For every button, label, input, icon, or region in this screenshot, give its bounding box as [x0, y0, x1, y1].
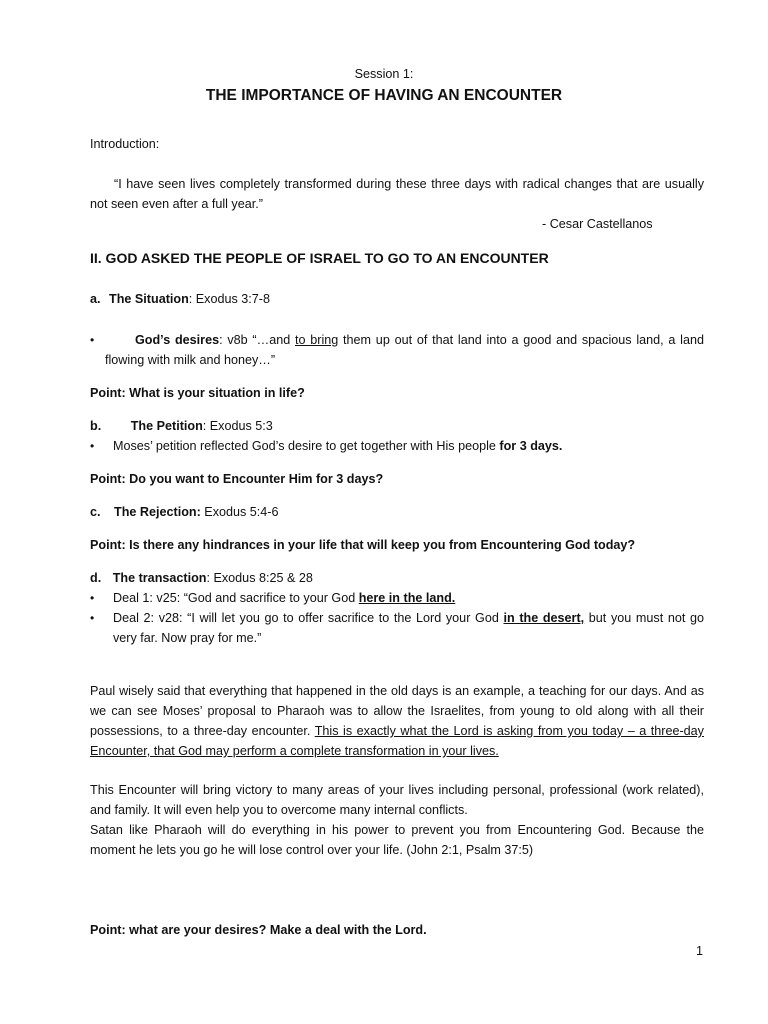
bullet-glyph: •	[90, 611, 95, 625]
bullet-glyph: •	[90, 333, 95, 347]
item-a-bullet	[105, 330, 704, 370]
item-d-title: The transaction	[112, 571, 207, 585]
paragraph-satan: Satan like Pharaoh will do everything in his power to prevent you from Encountering God. Because the moment he lets you go he will lose control over your life. (John 2:1, Psalm 37:5)	[90, 823, 704, 857]
page-title: THE IMPORTANCE OF HAVING AN ENCOUNTER	[205, 87, 563, 104]
item-b-bullet-bold: for 3 days.	[499, 439, 563, 453]
item-b-marker: b.	[90, 419, 102, 433]
item-c-ref: Exodus 5:4-6	[200, 505, 279, 519]
item-b-bullet	[113, 436, 704, 456]
deal-2-text-2: but you must not go very far. Now pray for me.”	[113, 611, 704, 645]
item-d-ref: : Exodus 8:25 & 28	[206, 571, 313, 585]
deal-1-bold: here in the land.	[358, 591, 456, 605]
deal-2-text-1: Deal 2: v28: “I will let you go to offer sacrifice to the Lord your God	[113, 611, 504, 625]
gods-desires-label: God’s desires	[135, 333, 220, 347]
item-d-marker: d.	[90, 571, 102, 585]
point-desires: Point: what are your desires? Make a deal with the Lord.	[90, 923, 427, 937]
session-label: Session 1:	[354, 67, 414, 81]
page-number: 1	[696, 944, 704, 958]
item-a-ref: : Exodus 3:7-8	[188, 292, 270, 306]
item-a	[90, 289, 270, 309]
item-b-title: The Petition	[130, 419, 203, 433]
to-bring-underlined: to bring	[295, 333, 339, 347]
item-c-title: The Rejection:	[114, 505, 201, 519]
paragraph-victory: This Encounter will bring victory to many areas of your lives including personal, professional (work related), and family. It will even help you to overcome many internal conflicts.	[90, 783, 704, 817]
paragraph-paul-underlined: This is exactly what the Lord is asking from you today – a three-day Encounter, that God may perform a complete transformation in your lives.	[90, 724, 704, 758]
item-a-marker: a.	[90, 292, 101, 306]
item-b	[90, 416, 273, 436]
intro-label: Introduction:	[90, 137, 160, 151]
bullet-glyph: •	[90, 439, 95, 453]
section-heading: II. GOD ASKED THE PEOPLE OF ISRAEL TO GO TO AN ENCOUNTER	[90, 250, 549, 266]
paragraph-paul-text: Paul wisely said that everything that happened in the old days is an example, a teaching for our days. And as we can see Moses’ proposal to Pharaoh was to allow the Israelites, from young to old along with all their possessions, to a three-day encounter.	[90, 684, 704, 738]
item-a-bullet-text-1: : v8b “…and	[219, 333, 295, 347]
item-c	[90, 502, 279, 522]
paragraph-paul	[90, 681, 704, 761]
quote-author: - Cesar Castellanos	[542, 217, 653, 231]
item-d	[90, 568, 313, 588]
deal-2-bold: in the desert,	[503, 611, 585, 625]
deal-1	[113, 588, 704, 608]
item-b-bullet-text: Moses’ petition reflected God’s desire to get together with His people	[113, 439, 500, 453]
intro-quote: “I have seen lives completely transformed during these three days with radical changes that are usually not seen even after a full year.”	[90, 177, 704, 211]
point-encounter: Point: Do you want to Encounter Him for 3 days?	[90, 472, 384, 486]
point-situation: Point: What is your situation in life?	[90, 386, 305, 400]
item-a-title: The Situation	[109, 292, 189, 306]
deal-2	[113, 608, 704, 648]
item-a-bullet-text-2: them up out of that land into a good and spacious land, a land flowing with milk and honey…”	[105, 333, 704, 367]
bullet-glyph: •	[90, 591, 95, 605]
item-c-marker: c.	[90, 505, 101, 519]
item-b-ref: : Exodus 5:3	[202, 419, 273, 433]
point-hindrances: Point: Is there any hindrances in your life that will keep you from Encountering God today?	[90, 538, 636, 552]
deal-1-text: Deal 1: v25: “God and sacrifice to your God	[113, 591, 359, 605]
